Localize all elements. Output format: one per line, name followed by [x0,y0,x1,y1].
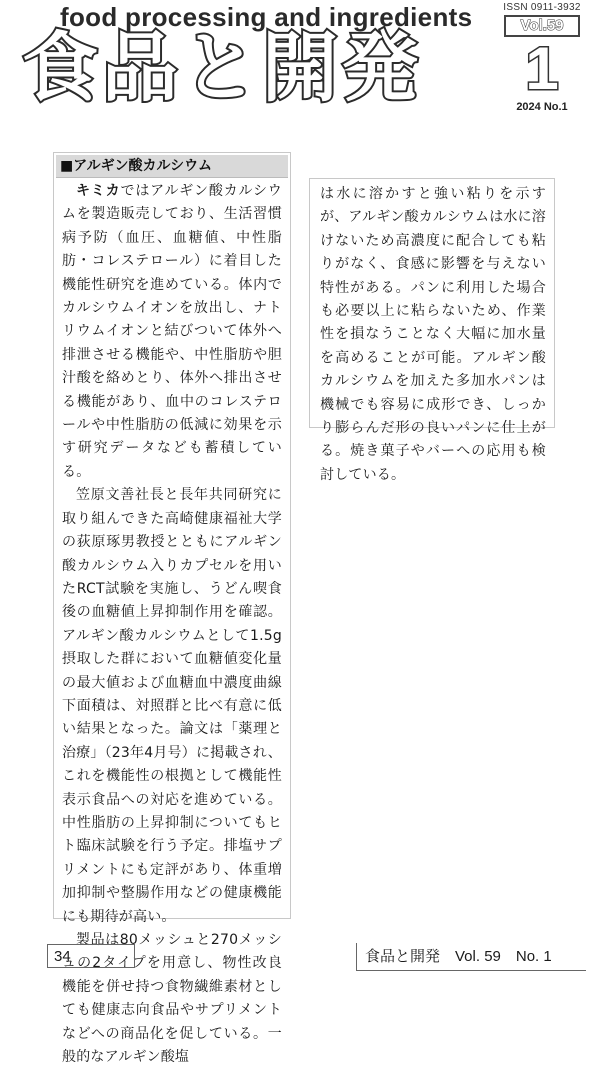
issue-number: 1 [525,35,559,102]
article-heading: ■アルギン酸カルシウム [60,158,213,174]
article-body-left [54,178,290,1069]
issue-info [499,0,585,113]
company-name: キミカ [76,183,121,199]
masthead-title-en: food processing and ingredients [60,2,473,32]
paragraph-continuation: は水に溶かすと強い粘りを示すが、アルギン酸カルシウムは水に溶けないため高濃度に配合しても粘りがなく、食感に影響を与えない特性がある。パンに利用した場合も必要以上に粘らないため、作業性を損なうことなく大幅に加水量を高めることが可能。アルギン酸カルシウムを加えた多加水パンは機械でも容易に成形でき、しっかり膨らんだ形の良いパンに仕上がる。焼き菓子やバーへの応用も検討している。 [320,186,547,483]
article-body-right [310,179,554,487]
paragraph-1-text: ではアルギン酸カルシウムを製造販売しており、生活習慣病予防（血圧、血糖値、中性脂肪・コレステロール）に着目した機能性研究を進めている。体内でカルシウムイオンを放出し、ナトリウムイオンと結びついて体外へ排泄させる機能や、中性脂肪や胆汁酸を絡めとり、体外へ排出させる機能があり、血中のコレステロールや中性脂肪の低減に効果を示す研究データなども蓄積している。 [62,183,282,480]
issn-label: ISSN 0911-3932 [503,2,581,13]
paragraph-1 [62,180,282,484]
publication-footer: 食品と開発 Vol. 59 No. 1 [356,943,586,971]
paragraph-3: 製品は80メッシュと270メッシュの2タイプを用意し、物性改良機能を併せ持つ食物繊維素材としても健康志向食品やサプリメントなどへの商品化を促している。一般的なアルギン酸塩 [62,932,282,1066]
article-heading-bar [56,155,288,178]
masthead-title-jp: 食品と開発 [22,23,422,112]
volume-badge: Vol.59 [504,15,580,37]
page-number: 34 [47,944,135,968]
paragraph-2: 笠原文善社長と長年共同研究に取り組んできた高崎健康福祉大学の荻原琢男教授とともにアルギン酸カルシウム入りカプセルを用いたRCT試験を実施し、うどん喫食後の血糖値上昇抑制作用を確認。アルギン酸カルシウムとして1.5g摂取した群において血糖値変化量の最大値および血糖血中濃度曲線下面積は、対照群と比べ有意に低い結果となった。論文は「薬理と治療」（23年4月号）に掲載され、これを機能性の根拠として機能性表示食品への対応を進めている。中性脂肪の上昇抑制についてもヒト臨床試験を行う予定。排塩サプリメントにも定評があり、体重増加抑制や整腸作用などの健康機能にも期待が高い。 [62,487,282,925]
article-column-right [309,178,555,483]
issue-year: 2024 No.1 [516,101,568,113]
